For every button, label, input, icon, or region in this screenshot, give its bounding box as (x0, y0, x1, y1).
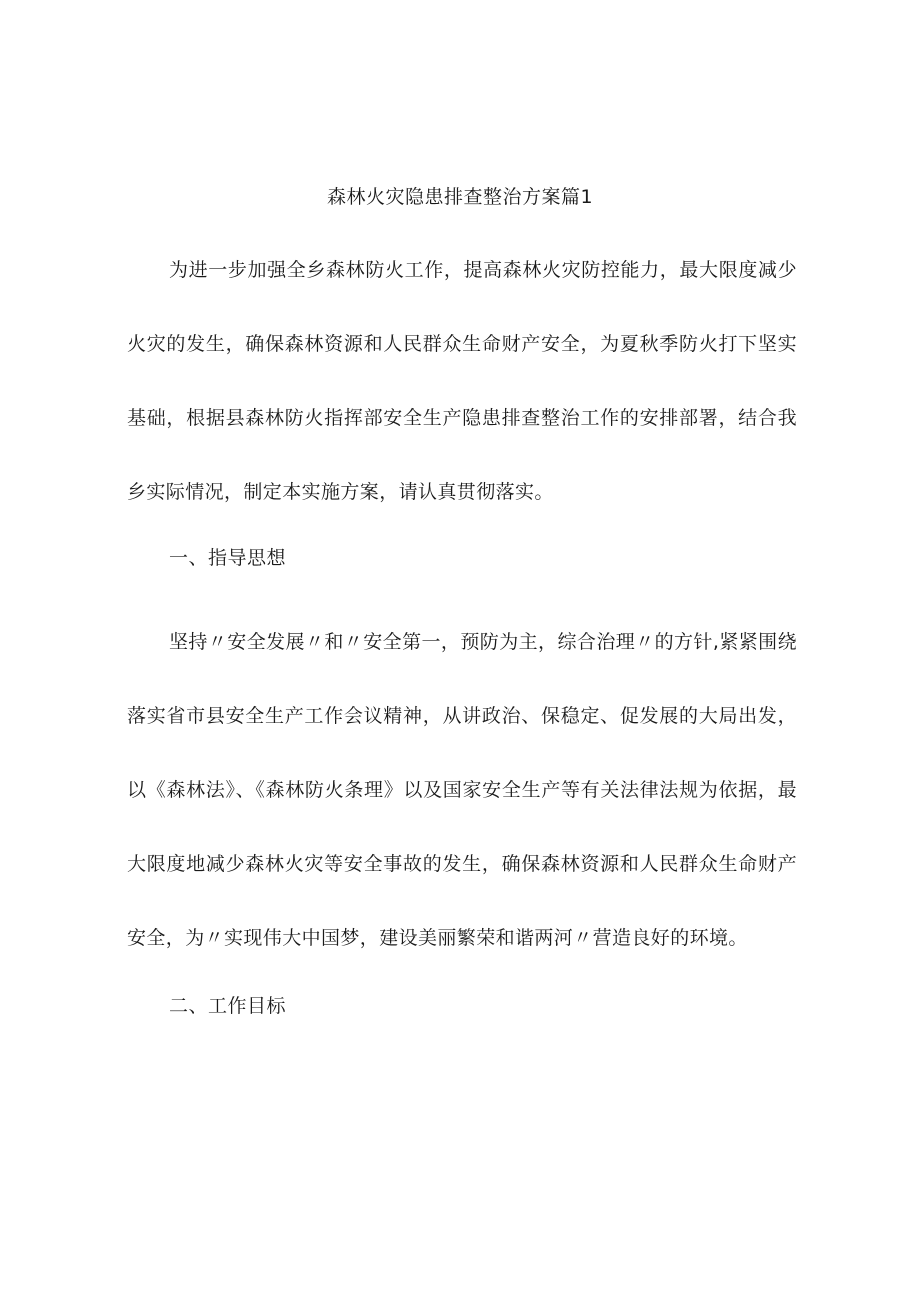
guiding-ideology-paragraph: 坚持〃安全发展〃和〃安全第一，预防为主，综合治理〃的方针,紧紧围绕落实省市县安全生产工作会议精神，从讲政治、保稳定、促发展的大局出发，以《森林法》、《森林防火条理》以及国家安全生产等有关法律法规为依据，最大限度地减少森林火灾等安全事故的发生，确保森林资源和人民群众生命财产安全，为〃实现伟大中国梦，建设美丽繁荣和谐两河〃营造良好的环境。 (127, 631, 797, 949)
document-title: 森林火灾隐患排查整治方案篇1 (326, 186, 594, 208)
section-heading-guiding-ideology: 一、指导思想 (169, 547, 287, 569)
section-heading-work-goals: 二、工作目标 (169, 995, 287, 1017)
intro-paragraph: 为进一步加强全乡森林防火工作，提高森林火灾防控能力，最大限度减少火灾的发生，确保森林资源和人民群众生命财产安全，为夏秋季防火打下坚实基础，根据县森林防火指挥部安全生产隐患排查整治工作的安排部署，结合我乡实际情况，制定本实施方案，请认真贯彻落实。 (127, 259, 797, 503)
